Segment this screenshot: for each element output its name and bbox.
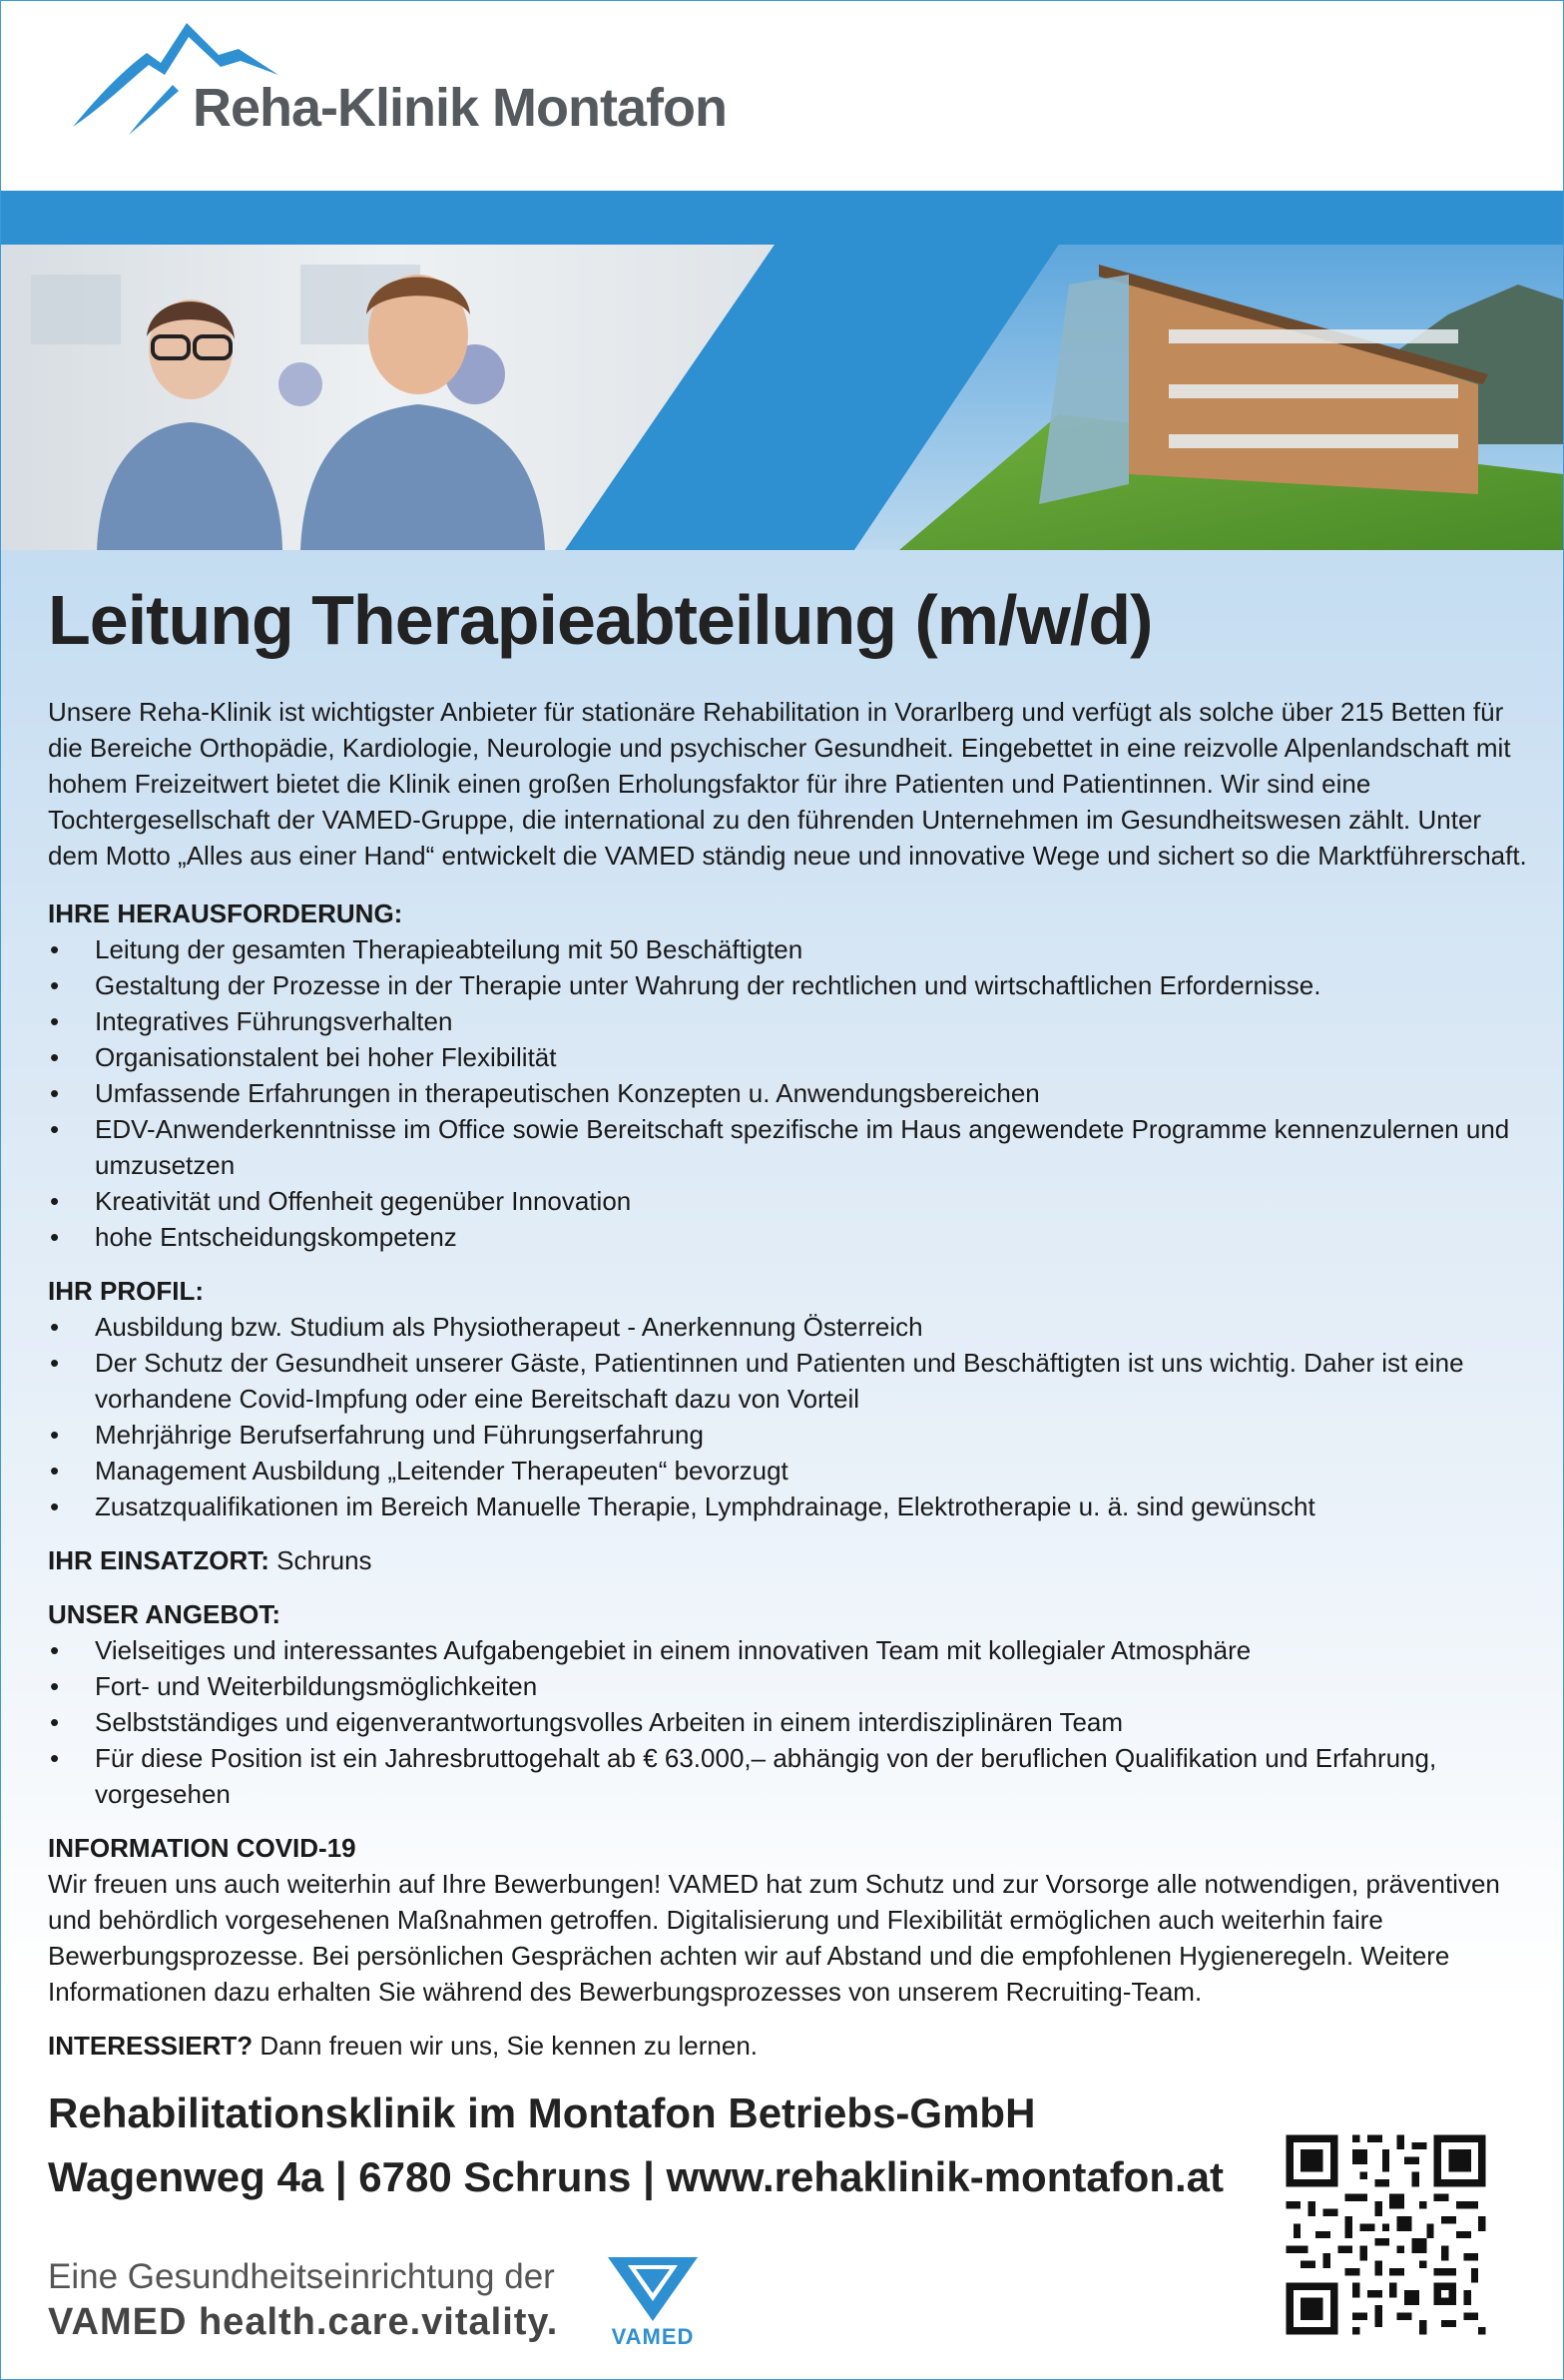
list-item: • Ausbildung bzw. Studium als Physiotherapeut - Anerkennung Österreich [48, 1309, 1535, 1345]
logo-text: Reha-Klinik Montafon [193, 78, 727, 138]
challenge-list [48, 931, 1535, 1255]
hero-photo-collage [1, 245, 1563, 550]
company-name: Rehabilitationsklinik im Montafon Betriebs-GmbH [48, 2089, 1036, 2136]
footer-line2: VAMED health.care.vitality. [48, 2301, 559, 2343]
vamed-wordmark: VAMED [611, 2324, 695, 2349]
covid-heading: INFORMATION COVID-19 [48, 1833, 356, 1863]
profile-section [48, 1273, 1535, 1524]
intro-paragraph: Unsere Reha-Klinik ist wichtigster Anbieter für stationäre Rehabilitation in Vorarlberg und verfügt als solche über 215 Betten für die Bereiche Orthopädie, Kardiologie, Neurologie und psychischer Gesundheit. Eingebettet in eine reizvolle Alpenlandschaft mit hohem Freizeitwert bietet die Klinik einen großen Erholungsfaktor für ihre Patienten und Patientinnen. Wir sind eine Tochtergesellschaft der VAMED-Gruppe, die international zu den führenden Unternehmen im Gesundheitswesen zählt. Unter dem Motto „Alles aus einer Hand“ entwickelt die VAMED ständig neue und innovative Wege und sichert so die Marktführerschaft. [48, 697, 1527, 871]
list-item: • Kreativität und Offenheit gegenüber Innovation [48, 1183, 1535, 1219]
list-item: • Selbstständiges und eigenverantwortungsvolles Arbeiten in einem interdisziplinären Team [48, 1704, 1535, 1740]
interest-row [48, 2028, 1535, 2064]
job-title: Leitung Therapieabteilung (m/w/d) [48, 581, 1153, 659]
location-value: Schruns [268, 1545, 372, 1575]
list-item: • Integratives Führungsverhalten [48, 1003, 1535, 1039]
footer-line1: Eine Gesundheitseinrichtung der [48, 2257, 555, 2296]
interest-text: Dann freuen wir uns, Sie kennen zu lernen. [253, 2031, 758, 2061]
covid-text: Wir freuen uns auch weiterhin auf Ihre Bewerbungen! VAMED hat zum Schutz und zur Vorsorge alle notwendigen, präventiven und behördlich vorgesehenen Maßnahmen getroffen. Digitalisierung und Flexibilität ermöglichen auch weiterhin faire Bewerbungsprozesse. Bei persönlichen Gesprächen achten wir auf Abstand und die empfohlenen Hygieneregeln. Weitere Informationen dazu erhalten Sie während des Bewerbungsprozesses von unserem Recruiting-Team. [48, 1869, 1500, 2007]
offer-heading: UNSER ANGEBOT: [48, 1599, 281, 1629]
footer-tagline [48, 2255, 558, 2345]
list-item: • Organisationstalent bei hoher Flexibilität [48, 1039, 1535, 1075]
blue-banner-bar [1, 191, 1563, 245]
job-content [48, 580, 1535, 2209]
list-item: • Vielseitiges und interessantes Aufgabengebiet in einem innovativen Team mit kollegialer Atmosphäre [48, 1632, 1535, 1668]
qr-code-icon[interactable] [1279, 2127, 1493, 2342]
list-item: • Zusatzqualifikationen im Bereich Manuelle Therapie, Lymphdrainage, Elektrotherapie u. ä. sind gewünscht [48, 1488, 1535, 1524]
list-item: • Gestaltung der Prozesse in der Therapie unter Wahrung der rechtlichen und wirtschaftlichen Erfordernisse. [48, 967, 1535, 1003]
list-item: • Management Ausbildung „Leitender Therapeuten“ bevorzugt [48, 1453, 1535, 1488]
list-item: • EDV-Anwenderkenntnisse im Office sowie Bereitschaft spezifische im Haus angewendete Programme kennenzulernen und umzusetzen [48, 1111, 1535, 1183]
list-item: • Fort- und Weiterbildungsmöglichkeiten [48, 1668, 1535, 1704]
list-item: • Der Schutz der Gesundheit unserer Gäste, Patientinnen und Patienten und Beschäftigten ist uns wichtig. Daher ist eine vorhandene Covid-Impfung oder eine Bereitschaft dazu von Vorteil [48, 1345, 1535, 1417]
list-item: • Mehrjährige Berufserfahrung und Führungserfahrung [48, 1417, 1535, 1453]
list-item: • Für diese Position ist ein Jahresbruttogehalt ab € 63.000,– abhängig von der beruflichen Qualifikation und Erfahrung, vorgesehen [48, 1740, 1535, 1812]
profile-list [48, 1309, 1535, 1524]
hero-image [1, 245, 1563, 550]
list-item: • Umfassende Erfahrungen in therapeutischen Konzepten u. Anwendungsbereichen [48, 1075, 1535, 1111]
company-address[interactable]: Wagenweg 4a | 6780 Schruns | www.rehaklinik-montafon.at [48, 2153, 1225, 2200]
list-item: • Leitung der gesamten Therapieabteilung mit 50 Beschäftigten [48, 931, 1535, 967]
location-label: IHR EINSATZORT: [48, 1545, 269, 1575]
offer-section [48, 1596, 1535, 1812]
challenge-heading: IHRE HERAUSFORDERUNG: [48, 898, 403, 928]
header [1, 1, 1563, 191]
offer-list [48, 1632, 1535, 1812]
interest-label: INTERESSIERT? [48, 2031, 254, 2061]
profile-heading: IHR PROFIL: [48, 1276, 204, 1306]
covid-section [48, 1830, 1535, 2010]
list-item: • hohe Entscheidungskompetenz [48, 1219, 1535, 1255]
challenge-section [48, 895, 1535, 1255]
location-row [48, 1542, 1535, 1578]
